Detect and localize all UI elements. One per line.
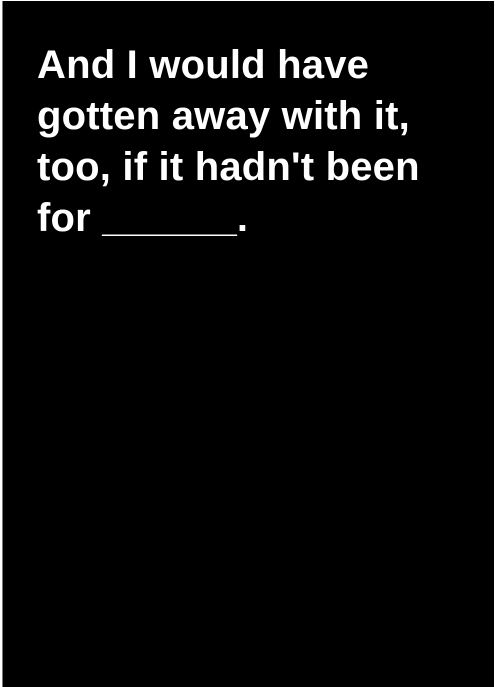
card-prompt-text: [37, 40, 477, 244]
card-prompt-line-2: gotten away with it,: [37, 94, 410, 138]
black-card: [2, 1, 494, 687]
card-prompt-line-3: too, if it hadn't been: [37, 145, 420, 189]
card-prompt-line-1: And I would have: [37, 43, 370, 87]
card-prompt-line-4: for ______.: [37, 196, 249, 240]
